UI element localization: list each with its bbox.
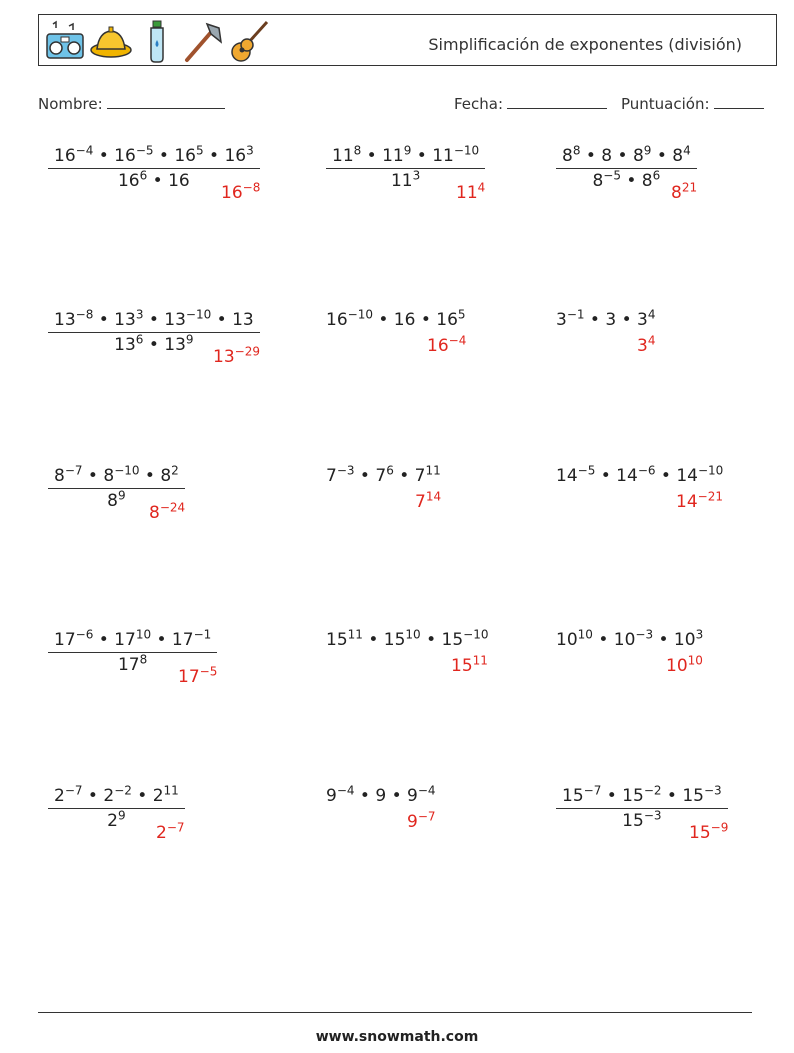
- radio-icon: [43, 18, 87, 64]
- score-label: Puntuación:: [621, 95, 710, 113]
- answer-14: $9^{-7}$: [407, 809, 436, 832]
- numerator: $8^8$ • 8 • $8^9$ • $8^4$: [556, 146, 697, 169]
- problem-9: [556, 463, 724, 486]
- expression: $7^{-3}$ • $7^6$ • $7^{11}$: [326, 463, 441, 486]
- answer-12: $10^{10}$: [666, 653, 703, 676]
- answer-8: $7^{14}$: [415, 489, 442, 512]
- problem-6: [556, 307, 656, 330]
- answer-3: $8^{21}$: [671, 180, 698, 203]
- expression: $3^{-1}$ • 3 • $3^4$: [556, 307, 656, 330]
- name-label: Nombre:: [38, 95, 103, 113]
- numerator: $17^{-6}$ • $17^{10}$ • $17^{-1}$: [48, 630, 217, 653]
- header-icons: [43, 18, 271, 64]
- answer-11: $15^{11}$: [451, 653, 488, 676]
- answer-15: $15^{-9}$: [689, 820, 729, 843]
- footer-divider: [38, 1012, 752, 1013]
- expression: $16^{-10}$ • 16 • $16^5$: [326, 307, 466, 330]
- date-field: [454, 94, 607, 113]
- numerator: $13^{-8}$ • $13^3$ • $13^{-10}$ • 13: [48, 310, 260, 333]
- water-bottle-icon: [135, 18, 179, 64]
- expression: $14^{-5}$ • $14^{-6}$ • $14^{-10}$: [556, 463, 724, 486]
- worksheet-title: Simplificación de exponentes (división): [428, 35, 742, 54]
- problem-12: [556, 627, 704, 650]
- denominator: $13^6$ • $13^9$: [114, 332, 194, 355]
- denominator: $15^{-3}$: [622, 808, 662, 831]
- guitar-icon: [227, 18, 271, 64]
- axe-icon: [181, 18, 225, 64]
- answer-6: $3^4$: [637, 333, 656, 356]
- problem-8: [326, 463, 441, 486]
- name-blank: [107, 94, 225, 109]
- denominator: $16^6$ • 16: [117, 168, 190, 191]
- hat-icon: [89, 18, 133, 64]
- answer-2: $11^4$: [456, 180, 486, 203]
- score-blank: [714, 94, 764, 109]
- answer-4: $13^{-29}$: [213, 344, 260, 367]
- answer-10: $17^{-5}$: [178, 664, 218, 687]
- denominator: $11^3$: [390, 168, 421, 191]
- denominator: $2^9$: [107, 808, 126, 831]
- answer-5: $16^{-4}$: [427, 333, 467, 356]
- answer-9: $14^{-21}$: [676, 489, 723, 512]
- answer-7: $8^{-24}$: [149, 500, 186, 523]
- date-blank: [507, 94, 607, 109]
- numerator: $2^{-7}$ • $2^{-2}$ • $2^{11}$: [48, 786, 185, 809]
- date-label: Fecha:: [454, 95, 504, 113]
- expression: $9^{-4}$ • 9 • $9^{-4}$: [326, 783, 436, 806]
- name-field: [38, 94, 225, 113]
- numerator: $8^{-7}$ • $8^{-10}$ • $8^2$: [48, 466, 185, 489]
- numerator: $11^8$ • $11^9$ • $11^{-10}$: [326, 146, 485, 169]
- denominator: $8^9$: [107, 488, 126, 511]
- problem-5: [326, 307, 466, 330]
- expression: $10^{10}$ • $10^{-3}$ • $10^3$: [556, 627, 704, 650]
- denominator: $17^8$: [117, 652, 148, 675]
- answer-13: $2^{-7}$: [156, 820, 185, 843]
- footer-site: www.snowmath.com: [315, 1029, 479, 1045]
- problem-14: [326, 783, 436, 806]
- numerator: $16^{-4}$ • $16^{-5}$ • $16^5$ • $16^3$: [48, 146, 260, 169]
- score-field: [621, 94, 764, 113]
- worksheet-header: [38, 14, 777, 66]
- answer-1: $16^{-8}$: [221, 180, 261, 203]
- problem-11: [326, 627, 489, 650]
- expression: $15^{11}$ • $15^{10}$ • $15^{-10}$: [326, 627, 489, 650]
- denominator: $8^{-5}$ • $8^6$: [592, 168, 661, 191]
- numerator: $15^{-7}$ • $15^{-2}$ • $15^{-3}$: [556, 786, 728, 809]
